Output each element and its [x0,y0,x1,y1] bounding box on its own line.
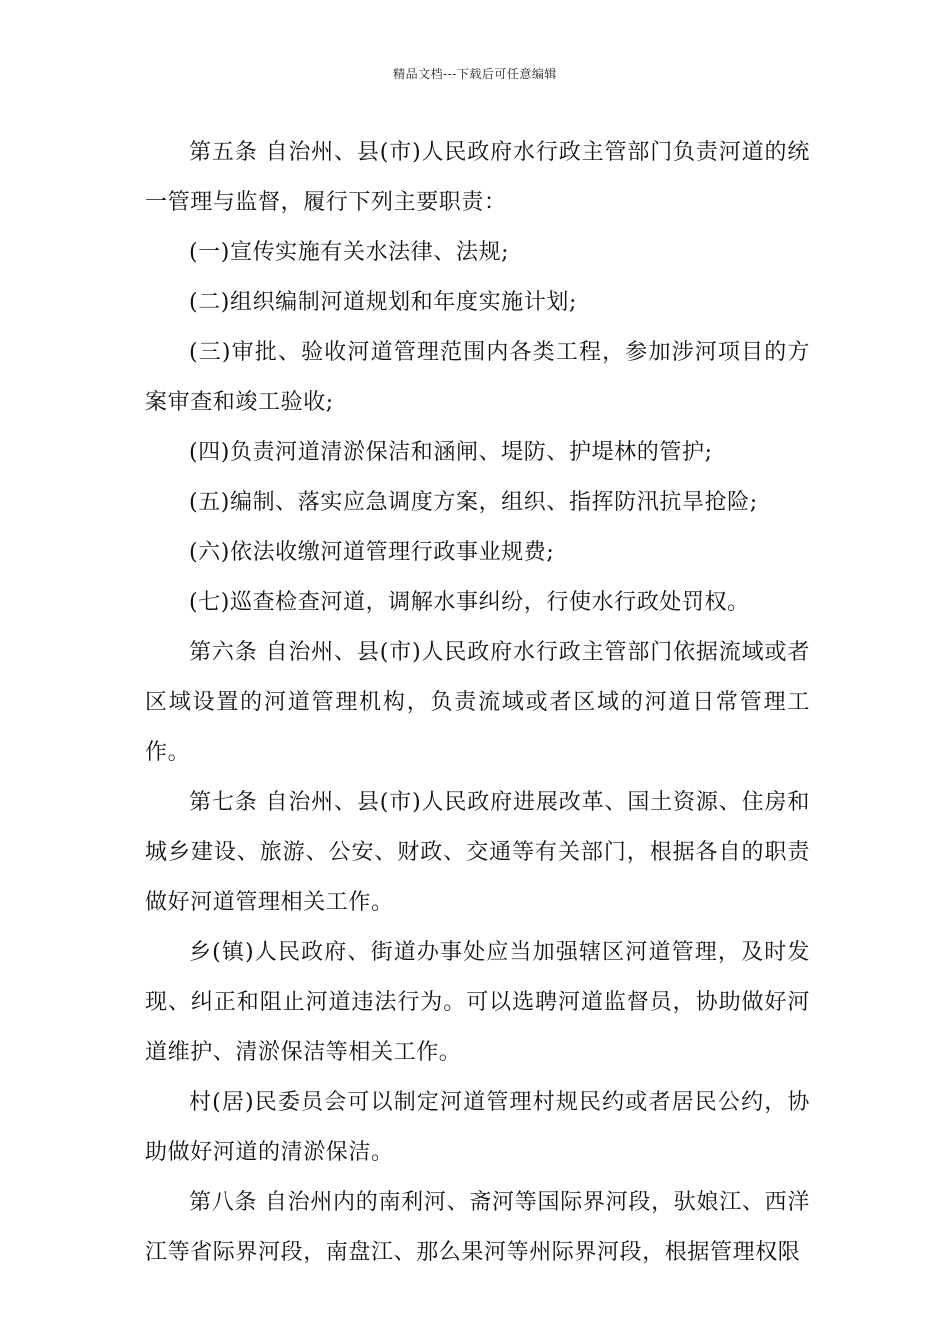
paragraph-item-1: (一)宣传实施有关水法律、法规; [189,240,510,265]
paragraph-article-6: 第六条 自治州、县(市)人民政府水行政主管部门依据流域或者区域设置的河道管理机构，负责流域或者区域的河道日常管理工作。 [145,640,810,765]
paragraph-item-5: (五)编制、落实应急调度方案，组织、指挥防汛抗旱抢险; [189,490,758,515]
paragraph-item-3: (三)审批、验收河道管理范围内各类工程，参加涉河项目的方案审查和竣工验收; [145,340,810,415]
paragraph-item-2: (二)组织编制河道规划和年度实施计划; [189,290,577,315]
paragraph-village-duties: 村(居)民委员会可以制定河道管理村规民约或者居民公约，协助做好河道的清淤保洁。 [145,1090,810,1165]
page-header: 精品文档---下载后可任意编辑 [393,67,557,81]
paragraph-article-8: 第八条 自治州内的南利河、斋河等国际界河段，驮娘江、西洋江等省际界河段，南盘江、那么果河等州际界河段，根据管理权限 [145,1190,810,1265]
paragraph-article-7: 第七条 自治州、县(市)人民政府进展改革、国土资源、住房和城乡建设、旅游、公安、财政、交通等有关部门，根据各自的职责做好河道管理相关工作。 [145,790,810,915]
paragraph-item-4: (四)负责河道清淤保洁和涵闸、堤防、护堤林的管护; [189,440,713,465]
paragraph-township-duties: 乡(镇)人民政府、街道办事处应当加强辖区河道管理，及时发现、纠正和阻止河道违法行为。可以选聘河道监督员，协助做好河道维护、清淤保洁等相关工作。 [145,940,810,1065]
paragraph-item-6: (六)依法收缴河道管理行政事业规费; [189,540,555,565]
document-body [145,128,810,1278]
paragraph-article-5: 第五条 自治州、县(市)人民政府水行政主管部门负责河道的统一管理与监督，履行下列主要职责： [145,140,810,215]
paragraph-item-7: (七)巡查检查河道，调解水事纠纷，行使水行政处罚权。 [189,590,750,615]
